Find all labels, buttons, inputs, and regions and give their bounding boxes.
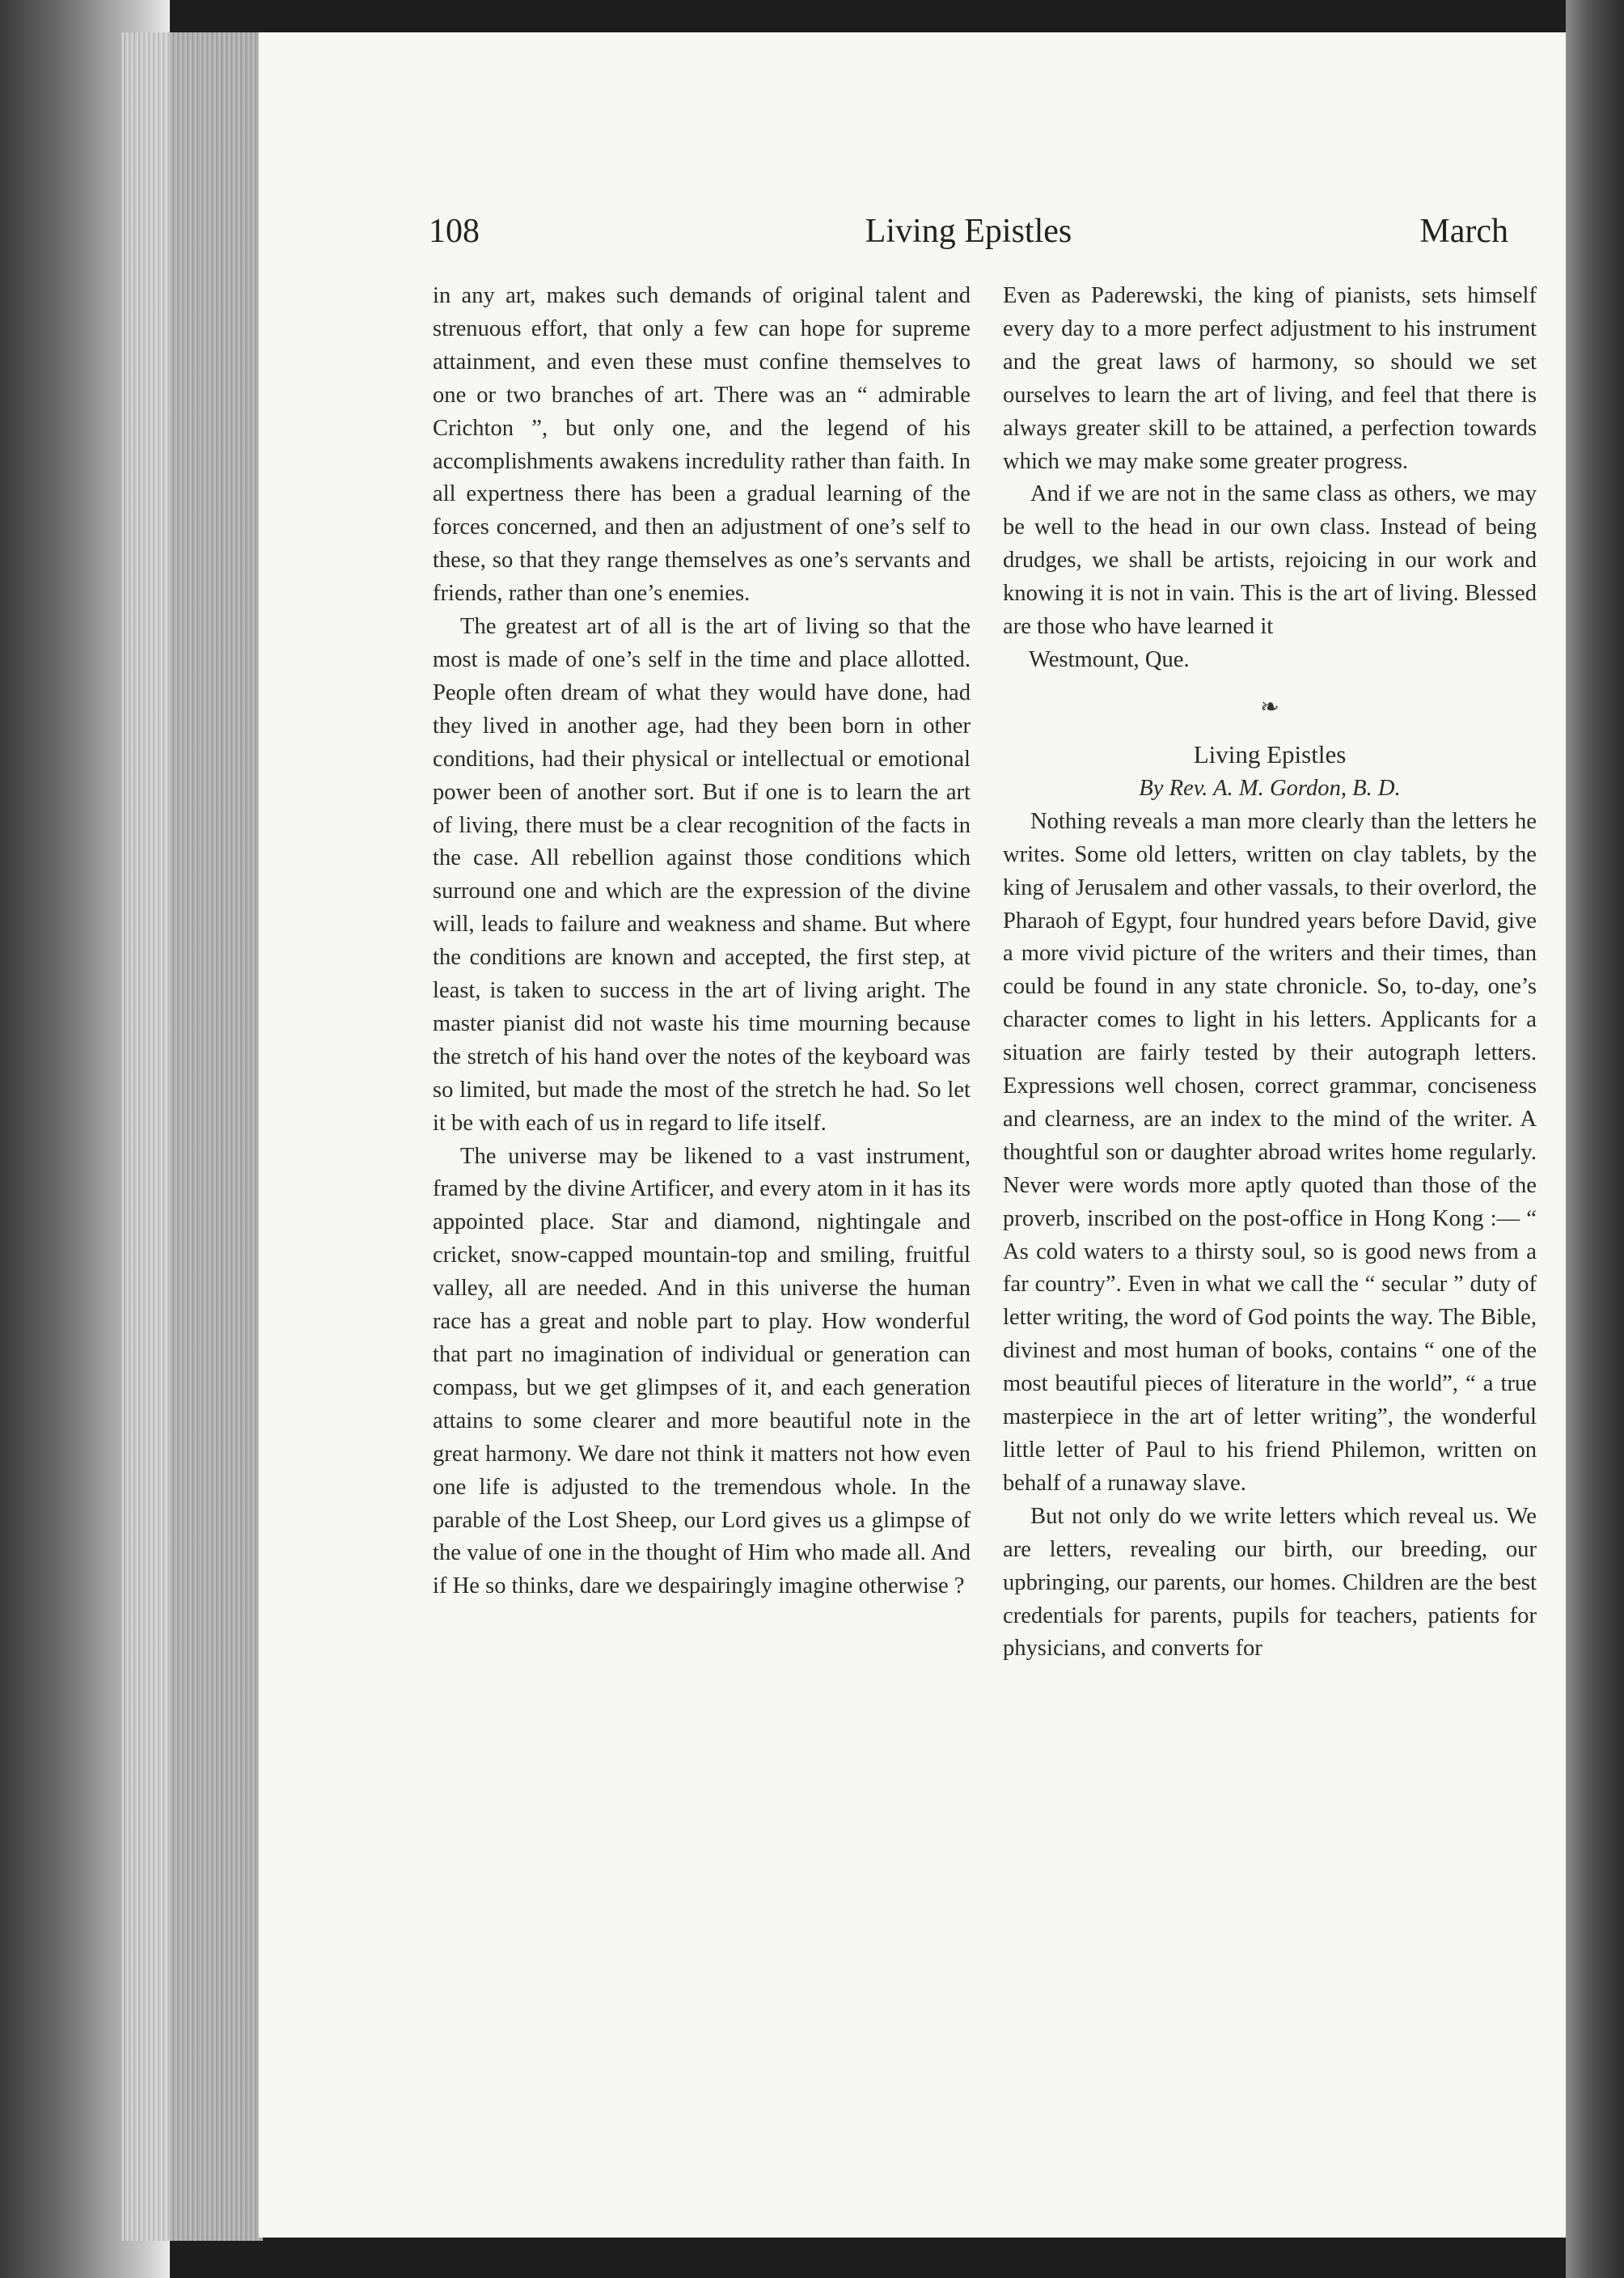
running-header [429, 212, 1508, 260]
ornament-icon: ❧ [1260, 694, 1279, 720]
left-column [433, 280, 971, 1603]
book-edge-right [1566, 0, 1624, 2278]
running-title: Living Epistles [865, 213, 1072, 250]
right-column [1003, 280, 1537, 1666]
page-edges [121, 32, 263, 2241]
paragraph: And if we are not in the same class as others, we may be well to the head in our own class. Instead of being drudges, we shall be artists, rejoicing in our work and knowing it is not in vain. This is the art of living. Blessed are those who have learned it [1003, 481, 1537, 640]
article-title: Living Epistles [1193, 739, 1347, 769]
paragraph: Nothing reveals a man more clearly than the letters he writes. Some old letters, written on clay tablets, by the king of Jerusalem and other vassals, to their overlord, the Pharaoh of Egypt, four hundred years before David, give a more vivid picture of the writers and their times, than could be found in any state chronicle. So, to-day, one’s character comes to light in his letters. Applicants for a situation are fairly tested by their autograph letters. Expressions well chosen, correct grammar, conciseness and clearness, are an index to the mind of the writer. A thoughtful son or daughter abroad writes home regularly. Never were words more aptly quoted than those of the proverb, inscribed on the post-office in Hong Kong :— “ As cold waters to a thirsty soul, so is good news from a far country”. Even in what we call the “ secular ” duty of letter writing, the word of God points the way. The Bible, divinest and most human of books, contains “ one of the most beautiful pieces of literature in the world”, “ a true masterpiece in the art of letter writing”, the wonderful little letter of Paul to his friend Philemon, written on behalf of a runaway slave. [1003, 808, 1537, 1496]
paragraph: The greatest art of all is the art of living so that the most is made of one’s self in the time and place allotted. People often dream of what they would have done, had they lived in another age, had they been born in other conditions, had their physical or intellectual or emotional power been of another sort. But if one is to learn the art of living, there must be a clear recognition of the facts in the case. All rebellion against those conditions which surround one and which are the expression of the divine will, leads to failure and weakness and shame. But where the conditions are known and accepted, the first step, at least, is taken to success in the art of living aright. The master pianist did not waste his time mourning because the stretch of his hand over the notes of the keyboard was so limited, but made the most of the stretch he had. So let it be with each of us in regard to life itself. [433, 614, 971, 1136]
paragraph: Even as Paderewski, the king of pianists, sets himself every day to a more perfect adjustment to his instrument and the great laws of harmony, so should we set ourselves to learn the art of living, and feel that there is always greater skill to be attained, a perfection towards which we may make some greater progress. [1003, 283, 1537, 474]
paragraph: But not only do we write letters which reveal us. We are letters, revealing our birth, our breeding, our upbringing, our parents, our homes. Children are the best credentials for parents, pupils for teachers, patients for physicians, and converts for [1003, 1503, 1537, 1662]
paragraph: The universe may be likened to a vast instrument, framed by the divine Artificer, and every atom in it has its appointed place. Star and diamond, nightingale and cricket, snow-capped mountain-top and smiling, fruitful valley, all are needed. And in this universe the human race has a great and noble part to play. How wonderful that part no imagination of individual or generation can compass, but we get glimpses of it, and each generation attains to some clearer and more beautiful note in the great harmony. We dare not think it matters not how even one life is adjusted to the tremendous whole. In the parable of the Lost Sheep, our Lord gives us a glimpse of the value of one in the thought of Him who made all. And if He so thinks, dare we despairingly imagine otherwise ? [433, 1143, 971, 1599]
paragraph: in any art, makes such demands of original talent and strenuous effort, that only a few can hope for supreme attainment, and even these must confine themselves to one or two branches of art. There was an “ admirable Crichton ”, but only one, and the legend of his accomplishments awakens incredulity rather than faith. In all expertness there has been a gradual learning of the forces concerned, and then an adjustment of one’s self to these, so that they range themselves as one’s servants and friends, rather than one’s enemies. [433, 283, 971, 607]
page-number: 108 [429, 213, 480, 250]
header-month: March [1419, 213, 1508, 250]
signature: Westmount, Que. [1029, 646, 1190, 672]
byline: By Rev. A. M. Gordon, B. D. [1139, 775, 1401, 801]
